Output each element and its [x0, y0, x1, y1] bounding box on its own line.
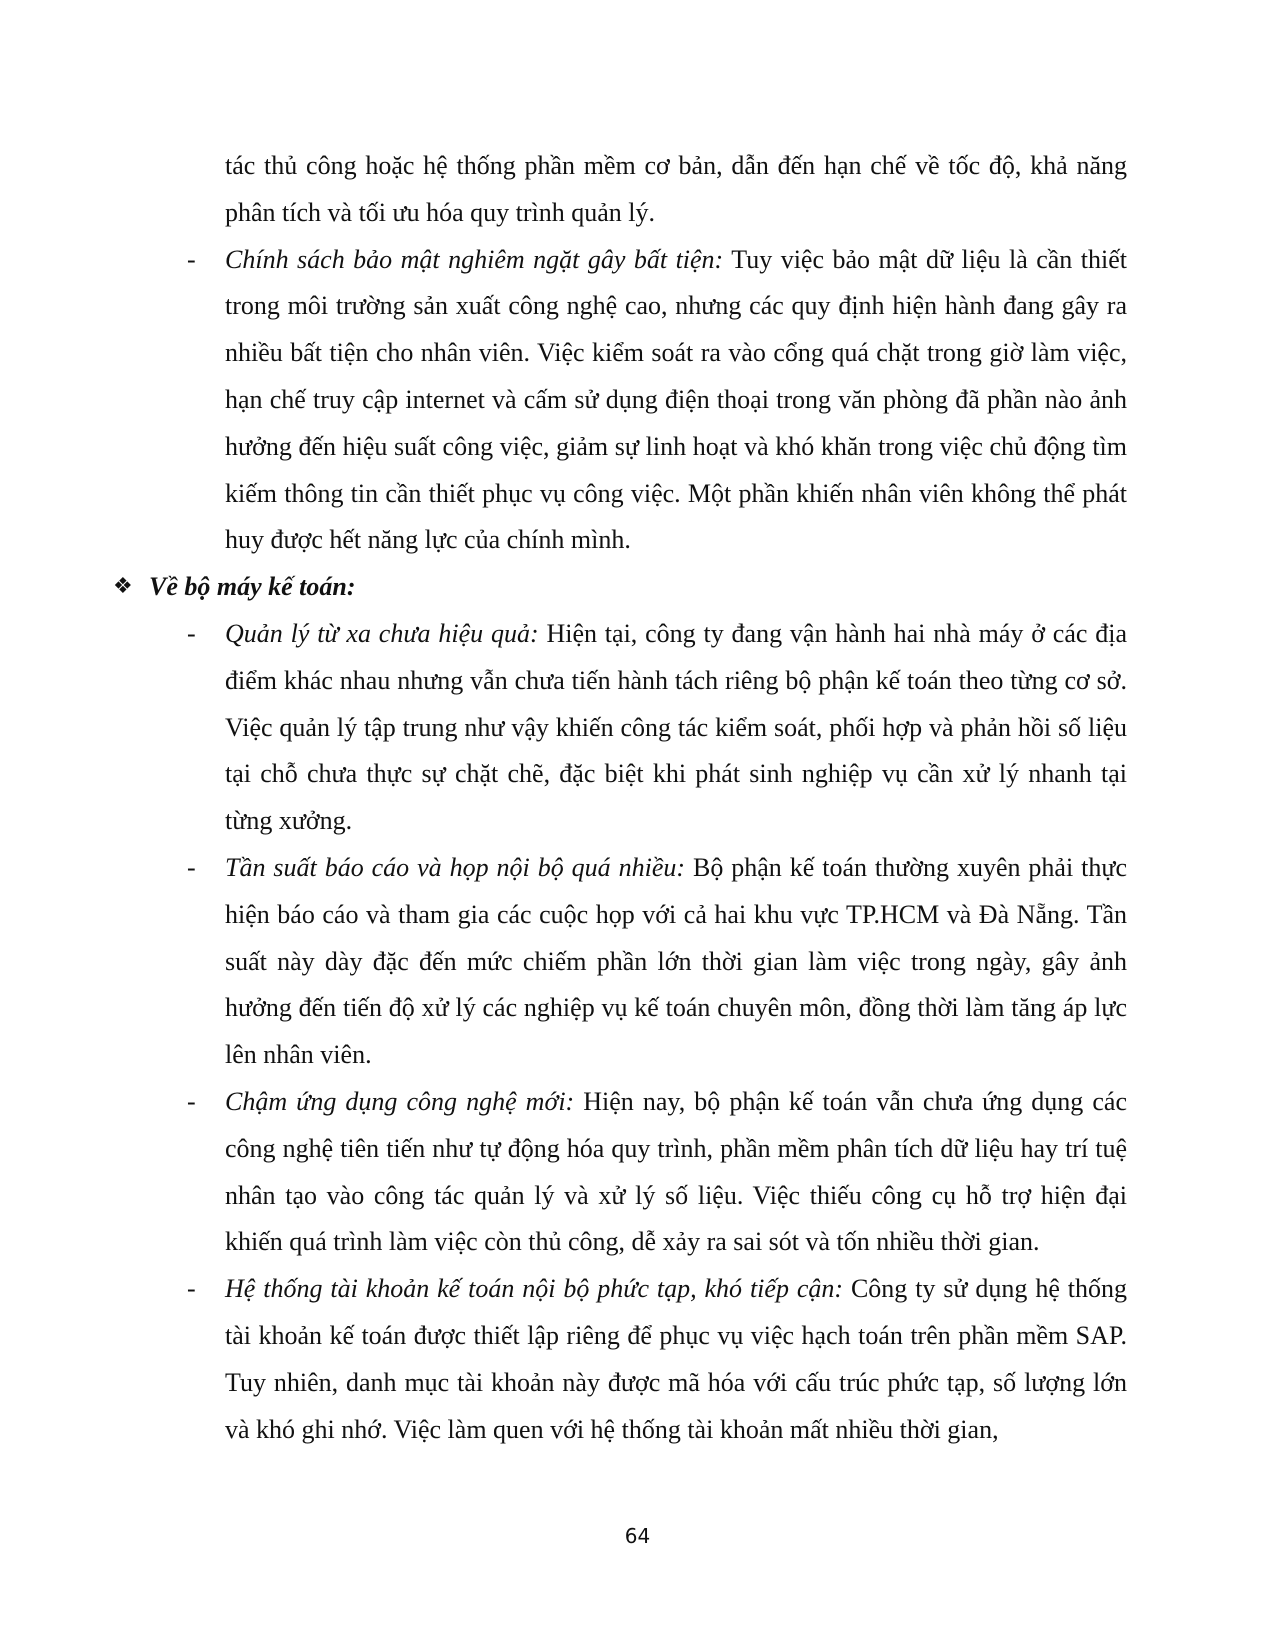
list-item-body: Tuy việc bảo mật dữ liệu là cần thiết trong môi trường sản xuất công nghệ cao, nhưng các quy định hiện hành đang gây ra nhiều bất tiện cho nhân viên. Việc kiểm soát ra vào cổng quá chặt trong giờ làm việc, hạn chế truy cập internet và cấm sử dụng điện thoại trong văn phòng đã phần nào ảnh hưởng đến hiệu suất công việc, giảm sự linh hoạt và khó khăn trong việc chủ động tìm kiếm thông tin cần thiết phục vụ công việc. Một phần khiến nhân viên không thể phát huy được hết năng lực của chính mình. — [225, 244, 1127, 555]
list-item-body: Hiện tại, công ty đang vận hành hai nhà máy ở các địa điểm khác nhau nhưng vẫn chưa tiến hành tách riêng bộ phận kế toán theo từng cơ sở. Việc quản lý tập trung như vậy khiến công tác kiểm soát, phối hợp và phản hồi số liệu tại chỗ chưa thực sự chặt chẽ, đặc biệt khi phát sinh nghiệp vụ cần xử lý nhanh tại từng xưởng. — [225, 618, 1127, 836]
list-item-body: Hiện nay, bộ phận kế toán vẫn chưa ứng dụng các công nghệ tiên tiến như tự động hóa quy trình, phần mềm phân tích dữ liệu hay trí tuệ nhân tạo vào công tác quản lý và xử lý số liệu. Việc thiếu công cụ hỗ trợ hiện đại khiến quá trình làm việc còn thủ công, dễ xảy ra sai sót và tốn nhiều thời gian. — [225, 1086, 1127, 1257]
list-dash: - — [187, 852, 196, 882]
list-item-text — [225, 237, 1127, 565]
diamond-bullet-icon: ❖ — [113, 574, 133, 600]
list-item-body: Bộ phận kế toán thường xuyên phải thực hiện báo cáo và tham gia các cuộc họp với cả hai khu vực TP.HCM và Đà Nẵng. Tần suất này dày đặc đến mức chiếm phần lớn thời gian làm việc trong ngày, gây ảnh hưởng đến tiến độ xử lý các nghiệp vụ kế toán chuyên môn, đồng thời làm tăng áp lực lên nhân viên. — [225, 852, 1127, 1070]
list-dash: - — [187, 618, 196, 648]
list-item-lead: Quản lý từ xa chưa hiệu quả: — [225, 618, 539, 648]
list-item — [187, 1079, 1127, 1266]
list-item — [187, 845, 1127, 1079]
list-item-body: Công ty sử dụng hệ thống tài khoản kế toán được thiết lập riêng để phục vụ việc hạch toán trên phần mềm SAP. Tuy nhiên, danh mục tài khoản này được mã hóa với cấu trúc phức tạp, số lượng lớn và khó ghi nhớ. Việc làm quen với hệ thống tài khoản mất nhiều thời gian, — [225, 1274, 1127, 1444]
list-dash: - — [187, 1274, 196, 1304]
page-number: 64 — [624, 1524, 651, 1548]
section-heading — [113, 564, 1127, 611]
list-item-security — [187, 237, 1127, 565]
list-item-text — [225, 611, 1127, 845]
page-content — [113, 143, 1127, 1453]
section-title: Về bộ máy kế toán: — [149, 572, 356, 602]
list-item-lead: Chậm ứng dụng công nghệ mới: — [225, 1086, 575, 1116]
list-item-lead: Hệ thống tài khoản kế toán nội bộ phức tạp, khó tiếp cận: — [225, 1274, 844, 1304]
list-dash: - — [187, 1086, 196, 1116]
list-item-text — [225, 1266, 1127, 1453]
list-dash: - — [187, 244, 196, 274]
list-item-text — [225, 845, 1127, 1079]
list-item-lead: Tần suất báo cáo và họp nội bộ quá nhiều: — [225, 852, 686, 882]
list-item — [187, 611, 1127, 845]
continuation-paragraph: tác thủ công hoặc hệ thống phần mềm cơ bản, dẫn đến hạn chế về tốc độ, khả năng phân tích và tối ưu hóa quy trình quản lý. — [225, 151, 1127, 227]
list-item — [187, 1266, 1127, 1453]
list-item-lead: Chính sách bảo mật nghiêm ngặt gây bất tiện: — [225, 244, 724, 274]
list-item-text — [225, 1079, 1127, 1266]
